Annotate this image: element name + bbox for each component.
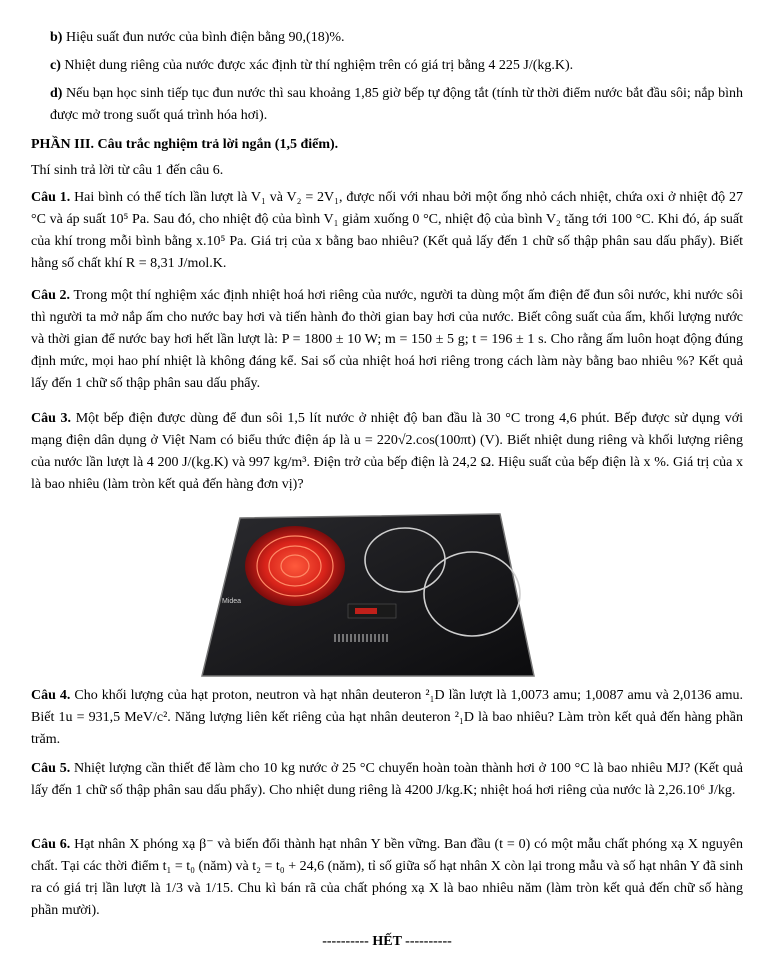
- induction-cooktop-image: [200, 508, 535, 680]
- question-label: Câu 2.: [31, 288, 71, 303]
- question-text: Hai bình có thể tích lần lượt là V₁ và V₂ = 2V₁, được nối với nhau bởi một ống nhỏ cách nhiệt, chứa oxi ở nhiệt độ 27 °C và áp suất 10⁵ Pa. Sau đó, cho nhiệt độ của bình V₁ giảm xuống 0 °C, nhiệt độ của bình V₂ tăng tới 100 °C. Khi đó, áp suất của khí trong mỗi bình bằng x.10⁵ Pa. Giá trị của x bằng bao nhiêu? (Kết quả lấy đến 1 chữ số thập phân sau dấu phẩy). Biết hằng số chất khí R = 8,31 J/mol.K.: [31, 190, 743, 271]
- question-label: Câu 3.: [31, 411, 72, 426]
- item-d: [50, 83, 743, 127]
- question-3: [31, 408, 743, 496]
- question-text: Hạt nhân X phóng xạ β⁻ và biến đổi thành hạt nhân Y bền vững. Ban đầu (t = 0) có một mẫu chất phóng xạ X nguyên chất. Tại các thời điểm t₁ = t₀ (năm) và t₂ = t₀ + 24,6 (năm), tỉ số giữa số hạt nhân X còn lại trong mẫu và số hạt nhân Y đã sinh ra có giá trị lần lượt là 1/3 và 1/15. Chu kì bán rã của chất phóng xạ X là bao nhiêu năm (làm tròn kết quả đến chữ số hàng phần mười).: [31, 837, 743, 918]
- question-text: Cho khối lượng của hạt proton, neutron và hạt nhân deuteron ²₁D lần lượt là 1,0073 amu; 1,0087 amu và 2,0136 amu. Biết 1u = 931,5 MeV/c². Năng lượng liên kết riêng của hạt nhân deuteron ²₁D là bao nhiêu? Làm tròn kết quả đến hàng phần trăm.: [31, 688, 743, 747]
- hot-burner: [245, 526, 345, 606]
- item-c-label: c): [50, 58, 61, 73]
- section-title: [31, 134, 743, 156]
- item-d-label: d): [50, 86, 63, 101]
- item-c: [50, 55, 743, 77]
- question-label: Câu 1.: [31, 190, 71, 205]
- item-b: [50, 27, 743, 49]
- item-c-text: Nhiệt dung riêng của nước được xác định từ thí nghiệm trên có giá trị bằng 4 225 J/(kg.K).: [60, 58, 574, 73]
- item-b-text: Hiệu suất đun nước của bình điện bằng 90,(18)%.: [62, 30, 345, 45]
- question-6: [31, 834, 743, 922]
- question-text: Trong một thí nghiệm xác định nhiệt hoá hơi riêng của nước, người ta dùng một ấm điện để đun sôi nước, khi nước sôi thì người ta mở nắp ấm cho nước bay hơi và tiến hành đo thời gian bay hơi của nước. Biết công suất của ấm, khối lượng nước và thời gian để nước bay hơi hết lần lượt là: P = 1800 ± 10 W; m = 150 ± 5 g; t = 196 ± 1 s. Cho rằng ấm luôn hoạt động đúng định mức, mọi hao phí nhiệt là không đáng kể. Sai số của nhiệt hoá hơi riêng trong cách làm này bằng bao nhiêu %? Kết quả lấy đến 1 chữ số thập phân sau dấu phẩy.: [31, 288, 743, 391]
- end-marker: ---------- HẾT ----------: [322, 934, 452, 949]
- question-2: [31, 285, 743, 395]
- question-4: [31, 685, 743, 751]
- cooktop-illustration: [200, 508, 535, 680]
- question-5: [31, 758, 743, 802]
- question-1: [31, 187, 743, 275]
- question-label: Câu 4.: [31, 688, 71, 703]
- question-label: Câu 6.: [31, 837, 71, 852]
- question-label: Câu 5.: [31, 761, 71, 776]
- section-title-text: PHẦN III. Câu trắc nghiệm trả lời ngắn (1,5 điểm).: [31, 137, 339, 152]
- question-text: Một bếp điện được dùng để đun sôi 1,5 lít nước ở nhiệt độ ban đầu là 30 °C trong 4,6 phút. Bếp được sử dụng với mạng điện dân dụng ở Việt Nam có biểu thức điện áp là u = 220√2.cos(100πt) (V). Biết nhiệt dung riêng và khối lượng riêng của nước lần lượt là 4 200 J/(kg.K) và 997 kg/m³. Điện trở của bếp điện là 24,2 Ω. Hiệu suất của bếp điện là x %. Giá trị của x là bao nhiêu (làm tròn kết quả đến hàng đơn vị)?: [31, 411, 743, 492]
- item-b-label: b): [50, 30, 63, 45]
- brand-logo: Midea: [222, 598, 242, 605]
- section-instruction: Thí sinh trả lời từ câu 1 đến câu 6.: [31, 163, 224, 178]
- question-text: Nhiệt lượng cần thiết để làm cho 10 kg nước ở 25 °C chuyển hoàn toàn thành hơi ở 100 °C là bao nhiêu MJ? (Kết quả lấy đến 1 chữ số thập phân sau dấu phẩy). Cho nhiệt dung riêng là 4200 J/kg.K; nhiệt hoá hơi riêng của nước là 2,26.10⁶ J/kg.: [31, 761, 743, 798]
- item-d-text: Nếu bạn học sinh tiếp tục đun nước thì sau khoảng 1,85 giờ bếp tự động tắt (tính từ thời điểm nước bắt đầu sôi; nắp bình được mở trong suốt quá trình hóa hơi).: [50, 86, 743, 123]
